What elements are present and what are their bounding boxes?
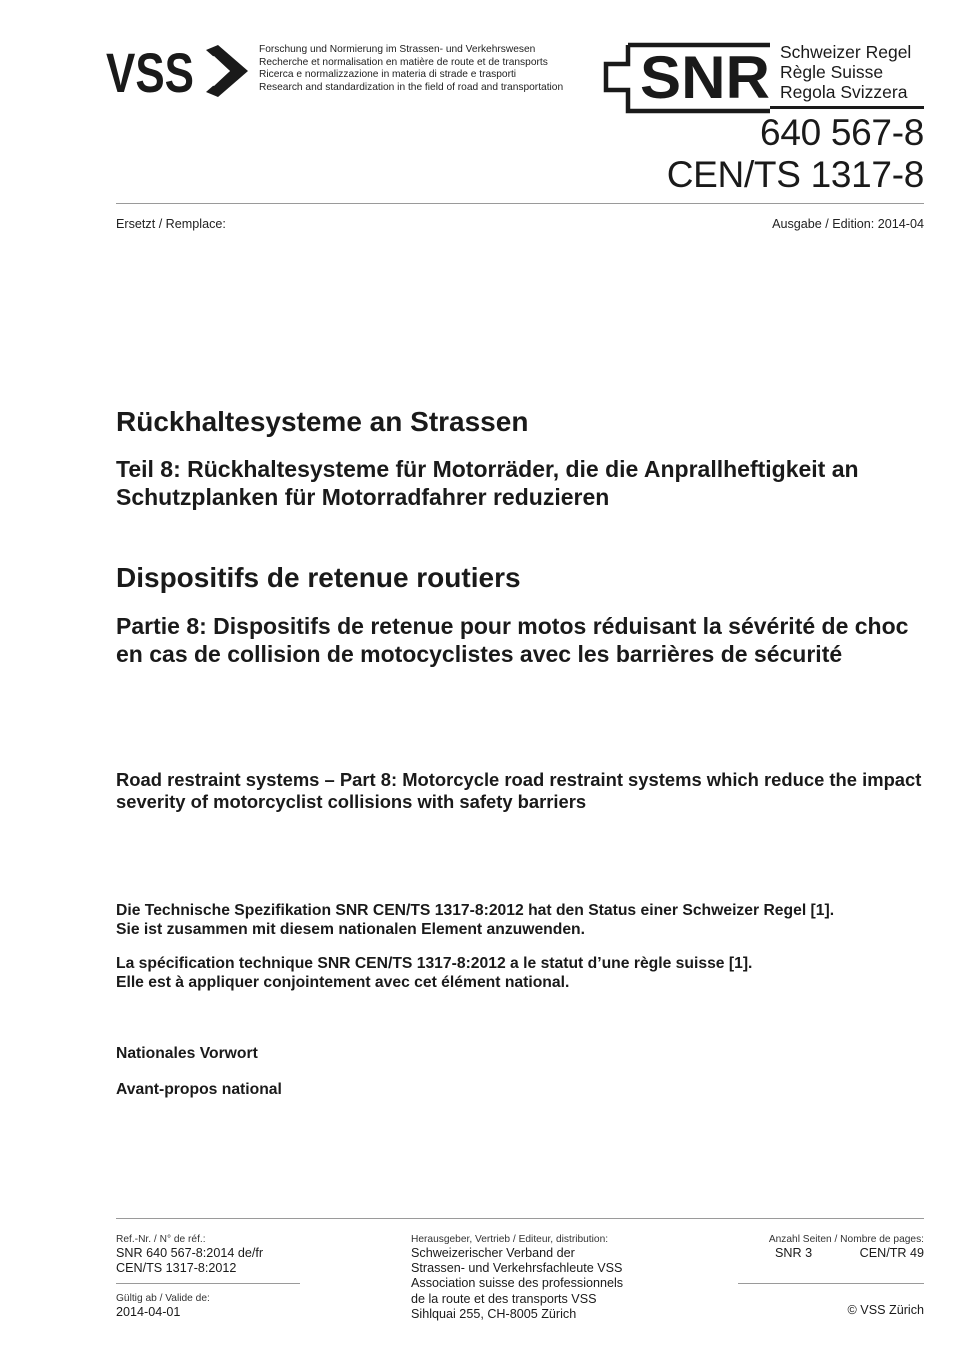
vss-tagline-it: Ricerca e normalizzazione in materia di strade e trasporti — [259, 69, 517, 81]
vss-tagline-fr: Recherche et normalisation en matière de route et de transports — [259, 56, 548, 68]
publisher-line: Association suisse des professionnels — [411, 1276, 624, 1291]
title-de-part: Teil 8: Rückhaltesysteme für Motorräder, die die Anprallheftigkeit an Schutzplanken für Motorradfahrer reduzieren — [116, 456, 859, 510]
status-de — [116, 901, 936, 939]
ref-cen: CEN/TS 1317-8:2012 — [116, 1261, 237, 1276]
standard-cen-number: CEN/TS 1317-8 — [666, 154, 924, 195]
valid-date: 2014-04-01 — [116, 1305, 181, 1319]
publisher-address: Sihlquai 255, CH-8005 Zürich — [411, 1306, 577, 1321]
snr-logo-text: SNR — [640, 44, 770, 111]
foreword-fr: Avant-propos national — [116, 1081, 282, 1098]
title-fr-main: Dispositifs de retenue routiers — [116, 562, 521, 593]
footer-ref-block — [116, 1233, 316, 1276]
replaces-label: Ersetzt / Remplace: — [116, 217, 226, 231]
snr-label-it: Regola Svizzera — [780, 82, 908, 102]
valid-label: Gültig ab / Valide de: — [116, 1293, 210, 1304]
footer-publisher-block — [411, 1233, 671, 1322]
snr-logo — [600, 42, 775, 114]
footer-valid-block — [116, 1292, 316, 1320]
vss-logo-text: VSS — [106, 44, 194, 98]
foreword-de: Nationales Vorwort — [116, 1045, 258, 1062]
status-de-line-1: Die Technische Spezifikation SNR CEN/TS 1317-8:2012 hat den Status einer Schweizer Regel [1]. — [116, 902, 835, 919]
pages-snr: SNR 3 — [775, 1246, 813, 1260]
publisher-line: de la route et des transports VSS — [411, 1291, 597, 1306]
vss-tagline — [259, 44, 563, 94]
footer-divider — [116, 1218, 924, 1219]
footer-pages-divider — [738, 1283, 924, 1284]
copyright: © VSS Zürich — [847, 1303, 924, 1317]
edition-label: Ausgabe / Edition: 2014-04 — [772, 217, 924, 231]
publisher-label: Herausgeber, Vertrieb / Editeur, distribution: — [411, 1234, 609, 1245]
footer-ref-divider — [116, 1283, 300, 1284]
vss-logo — [106, 44, 254, 98]
title-fr-part: Partie 8: Dispositifs de retenue pour motos réduisant la sévérité de choc en cas de collision de motocyclistes avec les barrières de sécurité — [116, 613, 909, 667]
ref-snr: SNR 640 567-8:2014 de/fr — [116, 1246, 264, 1260]
status-fr-line-2: Elle est à appliquer conjointement avec cet élément national. — [116, 974, 570, 991]
snr-regel-labels — [780, 42, 911, 102]
vss-tagline-de: Forschung und Normierung im Strassen- und Verkehrswesen — [259, 44, 536, 55]
pages-cen: CEN/TR 49 — [859, 1246, 924, 1260]
status-de-line-2: Sie ist zusammen mit diesem nationalen Element anzuwenden. — [116, 921, 586, 938]
snr-label-fr: Règle Suisse — [780, 62, 884, 82]
snr-label-de: Schweizer Regel — [780, 42, 912, 62]
footer-pages-block — [700, 1233, 924, 1246]
vss-tagline-en: Research and standardization in the field of road and transportation — [259, 81, 564, 93]
publisher-line: Strassen- und Verkehrsfachleute VSS — [411, 1261, 623, 1276]
status-fr — [116, 954, 936, 992]
status-fr-line-1: La spécification technique SNR CEN/TS 1317-8:2012 a le statut d’une règle suisse [1]. — [116, 955, 753, 972]
snr-underline — [770, 106, 924, 109]
title-de-main: Rückhaltesysteme an Strassen — [116, 406, 529, 437]
publisher-line: Schweizerischer Verband der — [411, 1246, 575, 1260]
ref-label: Ref.-Nr. / N° de réf.: — [116, 1234, 206, 1245]
pages-label: Anzahl Seiten / Nombre de pages: — [768, 1234, 924, 1245]
title-en: Road restraint systems – Part 8: Motorcycle road restraint systems which reduce the impact severity of motorcyclist collisions with safety barriers — [116, 769, 922, 812]
header-divider — [116, 203, 924, 204]
standard-number: 640 567-8 — [760, 112, 924, 153]
